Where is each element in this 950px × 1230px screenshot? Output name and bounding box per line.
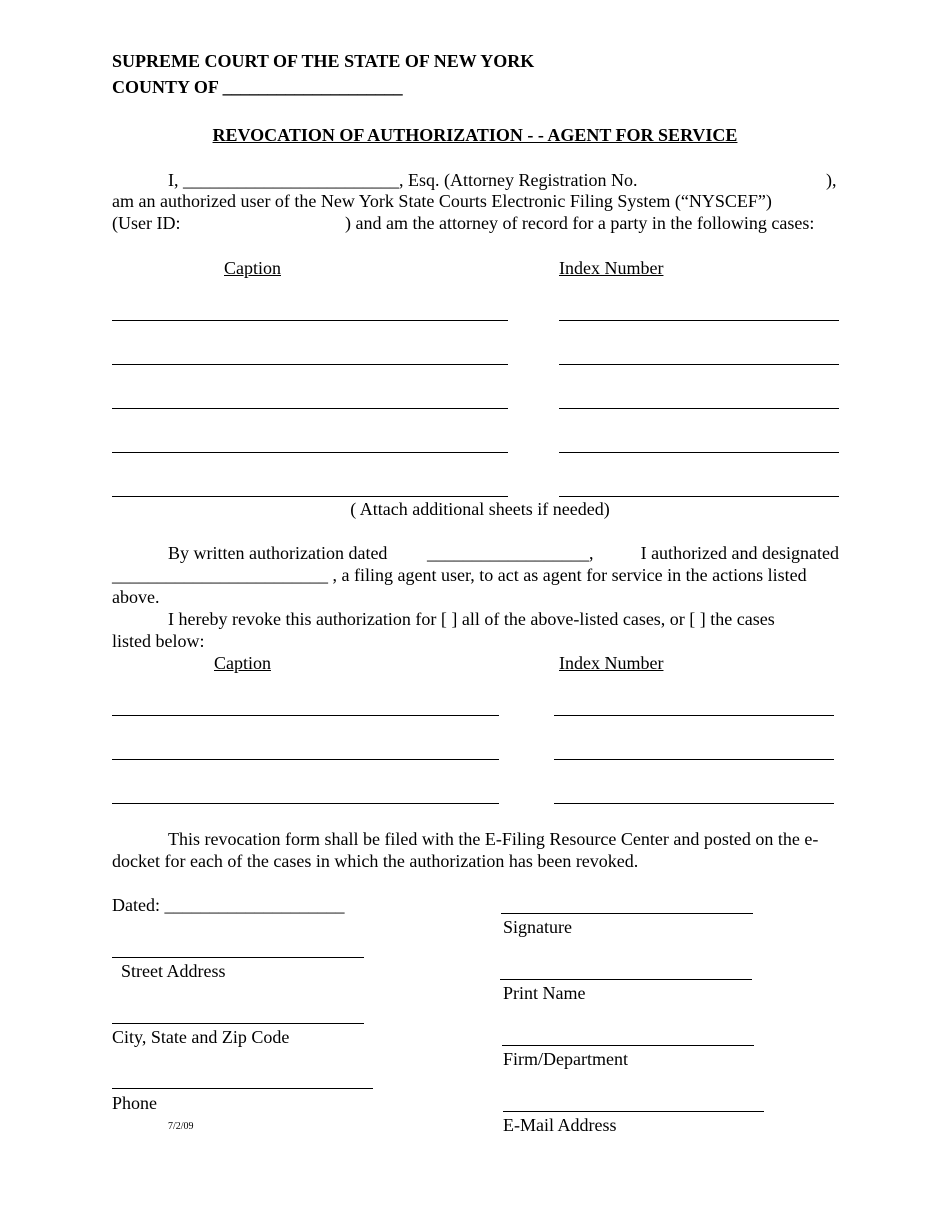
revoke-line-2: listed below:	[112, 631, 205, 651]
form-revision-date: 7/2/09	[168, 1121, 194, 1132]
intro-line-3-end: ) and am the attorney of record for a party in the following cases:	[345, 213, 815, 233]
court-heading: SUPREME COURT OF THE STATE OF NEW YORK	[112, 51, 535, 71]
index-entry-line[interactable]	[559, 364, 839, 365]
caption-entry-line[interactable]	[112, 364, 508, 365]
phone-label: Phone	[112, 1093, 157, 1113]
index-entry-line[interactable]	[559, 496, 839, 497]
index-entry-line[interactable]	[554, 759, 834, 760]
email-label: E-Mail Address	[503, 1115, 617, 1135]
caption-entry-line[interactable]	[112, 496, 508, 497]
street-address-line[interactable]	[112, 957, 364, 958]
index-entry-line[interactable]	[559, 320, 839, 321]
caption-header: Caption	[224, 258, 281, 278]
auth-line-1-end: I authorized and designated	[640, 543, 839, 563]
caption-entry-line[interactable]	[112, 452, 508, 453]
caption-entry-line[interactable]	[112, 715, 499, 716]
print-name-line[interactable]	[500, 979, 752, 980]
form-title: REVOCATION OF AUTHORIZATION - - AGENT FOR SERVICE	[212, 125, 738, 145]
intro-line-1: I, ________________________, Esq. (Attorney Registration No.	[168, 170, 638, 190]
firm-department-line[interactable]	[502, 1045, 754, 1046]
intro-line-3-start: (User ID:	[112, 213, 181, 233]
index-number-header-2: Index Number	[559, 653, 664, 673]
caption-entry-line[interactable]	[112, 803, 499, 804]
index-entry-line[interactable]	[554, 715, 834, 716]
caption-entry-line[interactable]	[112, 759, 499, 760]
print-name-label: Print Name	[503, 983, 586, 1003]
firm-department-label: Firm/Department	[503, 1049, 628, 1069]
city-state-zip-label: City, State and Zip Code	[112, 1027, 290, 1047]
index-entry-line[interactable]	[554, 803, 834, 804]
auth-line-3: above.	[112, 587, 160, 607]
intro-line-2: am an authorized user of the New York State Courts Electronic Filing System (“NYSCEF”)	[112, 191, 772, 211]
auth-line-2: ________________________ , a filing agent user, to act as agent for service in the actions listed	[112, 565, 807, 585]
index-entry-line[interactable]	[559, 452, 839, 453]
attach-note: ( Attach additional sheets if needed)	[350, 499, 610, 519]
index-entry-line[interactable]	[559, 408, 839, 409]
revoke-line-1: I hereby revoke this authorization for [ ] all of the above-listed cases, or [ ] the cases	[168, 609, 775, 629]
email-line[interactable]	[503, 1111, 764, 1112]
index-number-header: Index Number	[559, 258, 664, 278]
signature-label: Signature	[503, 917, 572, 937]
auth-date-blank[interactable]: __________________,	[427, 543, 594, 563]
caption-header-2: Caption	[214, 653, 271, 673]
signature-line[interactable]	[501, 913, 753, 914]
caption-entry-line[interactable]	[112, 320, 508, 321]
city-state-zip-line[interactable]	[112, 1023, 364, 1024]
filing-line-2: docket for each of the cases in which the authorization has been revoked.	[112, 851, 639, 871]
filing-line-1: This revocation form shall be filed with the E-Filing Resource Center and posted on the e-	[168, 829, 819, 849]
intro-line-1-end: ),	[826, 170, 837, 190]
dated-field[interactable]: Dated: ____________________	[112, 895, 345, 915]
county-heading: COUNTY OF ____________________	[112, 77, 403, 97]
auth-line-1-start: By written authorization dated	[168, 543, 388, 563]
phone-line[interactable]	[112, 1088, 373, 1089]
street-address-label: Street Address	[121, 961, 226, 981]
caption-entry-line[interactable]	[112, 408, 508, 409]
